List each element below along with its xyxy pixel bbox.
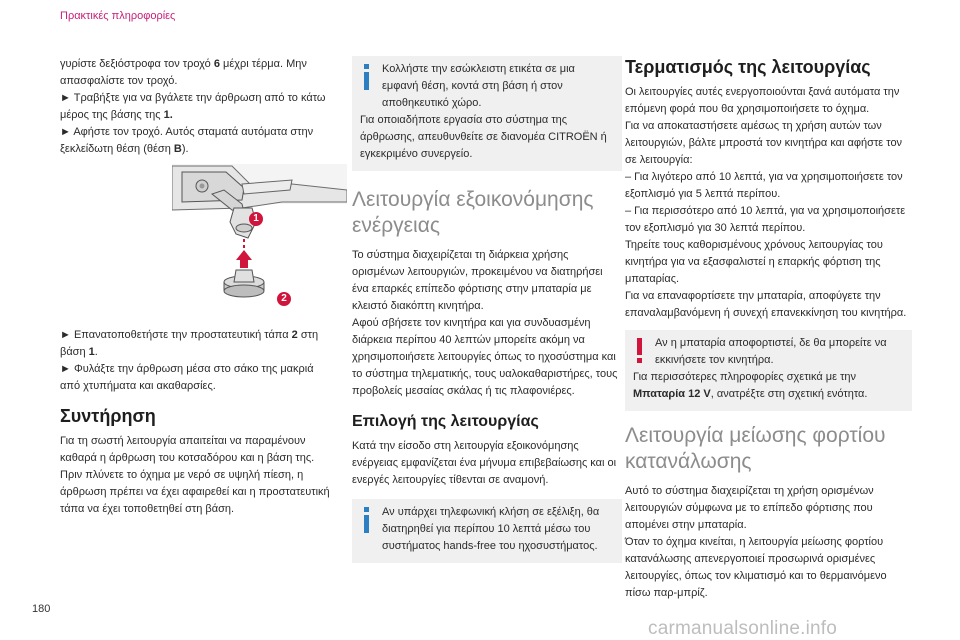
text: ► Τραβήξτε για να βγάλετε την άρθρωση από το κάτω μέρος της βάσης της (60, 92, 326, 121)
column-middle (352, 56, 622, 569)
info-note (352, 499, 622, 563)
bold-ref: 2 (291, 329, 298, 341)
text: ► Αφήστε τον τροχό. Αυτός σταματά αυτόματα στην ξεκλείδωτη θέση (θέση (60, 126, 314, 155)
section-heading-load-reduction: Λειτουργία μείωσης φορτίου κατανάλωσης (625, 424, 886, 473)
column-right (625, 56, 912, 602)
towbar-diagram (172, 164, 347, 317)
note-text: Αν η μπαταρία αποφορτιστεί, δε θα μπορείτε να εκκινήσετε τον κινητήρα. (655, 337, 887, 366)
section-heading-energy-economy: Λειτουργία εξοικονόμησης ενέργειας (352, 188, 594, 237)
text: μέχρι τέρμα. Μην απασφαλίστε τον τροχό. (60, 58, 307, 87)
warning-icon (633, 338, 647, 364)
bold-ref: 1. (163, 109, 173, 121)
text: . (94, 346, 98, 358)
instruction-step (60, 90, 330, 124)
paragraph: Τηρείτε τους καθορισμένους χρόνους λειτουργίας του κινητήρα για να εξασφαλιστεί η επαρκής φόρτιση της μπαταρίας. (625, 239, 883, 285)
instruction-step (60, 327, 330, 361)
marker-2-label: 2 (281, 293, 287, 304)
bold-ref: 1 (88, 346, 95, 358)
text: ► Επανατοποθετήστε την προστατευτική τάπα (60, 329, 292, 341)
page-number: 180 (32, 603, 51, 615)
info-note (352, 56, 622, 171)
paragraph: Όταν το όχημα κινείται, η λειτουργία μείωσης φορτίου κατανάλωσης απενεργοποιεί προσωρινά ορισμένες λειτουργίες, όπως τον κλιματισμό και το θερμαινόμενο πίσω παρ-μπρίζ. (625, 536, 887, 599)
paragraph: Αυτό το σύστημα διαχειρίζεται τη χρήση ορισμένων λειτουργιών σύμφωνα με το επίπεδο φόρτισης που απομένει στην μπαταρία. (625, 485, 874, 531)
note-text: Κολλήστε την εσώκλειστη ετικέτα σε μια εμφανή θέση, κοντά στη βάση ή στον αποθηκευτικό χώρο. (382, 63, 575, 109)
paragraph: Οι λειτουργίες αυτές ενεργοποιούνται ξανά αυτόματα την επόμενη φορά που θα χρησιμοποιήσετε το όχημα. (625, 86, 900, 115)
note-text: Αν υπάρχει τηλεφωνική κλήση σε εξέλιξη, θα διατηρηθεί για περίπου 10 λεπτά μέσω του συστήματος hands-free του ηχοσυστήματος. (382, 506, 600, 552)
text: , ανατρέξτε στη σχετική ενότητα. (710, 388, 868, 400)
column-left (60, 56, 330, 518)
bold-ref: 6 (213, 58, 220, 70)
warning-note (625, 330, 912, 411)
paragraph: Το σύστημα διαχειρίζεται τη διάρκεια χρήσης ορισμένων λειτουργιών, προκειμένου να διατηρήσει ένα επαρκές επίπεδο φόρτισης στην μπαταρία με κλειστό διακόπτη κινητήρα. (352, 249, 603, 312)
paragraph: Πριν πλύνετε το όχημα με νερό σε υψηλή πίεση, η άρθρωση πρέπει να έχει αφαιρεθεί και η προστατευτική τάπα να έχει τοποθετηθεί στη βάση. (60, 469, 330, 515)
paragraph: Κατά την είσοδο στη λειτουργία εξοικονόμησης ενέργειας εμφανίζεται ένα μήνυμα επιβεβαίωσης και οι ενεργές λειτουργίες τίθενται σε αναμονή. (352, 440, 617, 486)
section-heading-mode-selection: Επιλογή της λειτουργίας (352, 413, 539, 430)
paragraph: Αφού σβήσετε τον κινητήρα και για συνδυασμένη διάρκεια περίπου 40 λεπτών μπορείτε ακόμη να χρησιμοποιήσετε λειτουργίες όπως το ηχοσύστημα και το σύστημα τηλεματικής, τους υαλοκαθαριστήρες, τους προβολείς μεσαίας σκάλας ή τις πλαφονιέρες. (352, 317, 618, 397)
towbar-illustration (172, 164, 347, 317)
watermark: carmanualsonline.info (648, 618, 838, 639)
bold-ref: B (173, 143, 182, 155)
paragraph: Για τη σωστή λειτουργία απαιτείται να παραμένουν καθαρά η άρθρωση του κοτσαδόρου και η βάση της. (60, 435, 315, 464)
paragraph: Για να επαναφορτίσετε την μπαταρία, αποφύγετε την επαναλαμβανόμενη ή συνεχή επανεκκίνηση του κινητήρα. (625, 290, 907, 319)
marker-1-label: 1 (253, 213, 259, 224)
section-heading-maintenance: Συντήρηση (60, 406, 156, 426)
info-icon (360, 507, 374, 533)
text: γυρίστε δεξιόστροφα τον τροχό (60, 58, 214, 70)
running-header: Πρακτικές πληροφορίες (60, 10, 176, 22)
note-text (633, 369, 904, 403)
paragraph (60, 56, 330, 90)
text: Για περισσότερες πληροφορίες σχετικά με την (633, 371, 857, 383)
list-item: – Για λιγότερο από 10 λεπτά, για να χρησιμοποιήσετε τον εξοπλισμό για 5 λεπτά περίπου. (625, 171, 903, 200)
text: στη βάση (60, 329, 319, 358)
note-text: Για οποιαδήποτε εργασία στο σύστημα της άρθρωσης, απευθυνθείτε σε διανομέα CITROËN ή εγκεκριμένο συνεργείο. (360, 114, 607, 160)
bold-ref: Μπαταρία 12 V (633, 388, 711, 400)
section-heading-exit-mode: Τερματισμός της λειτουργίας (625, 57, 871, 77)
instruction-step (60, 124, 330, 158)
text: ). (181, 143, 189, 155)
paragraph: Για να αποκαταστήσετε αμέσως τη χρήση αυτών των λειτουργιών, βάλτε μπροστά τον κινητήρα και αφήστε τον σε λειτουργία: (625, 120, 903, 166)
info-icon (360, 64, 374, 90)
instruction-step: ► Φυλάξτε την άρθρωση μέσα στο σάκο της μακριά από χτυπήματα και ακαθαρσίες. (60, 363, 314, 392)
list-item: – Για περισσότερο από 10 λεπτά, για να χρησιμοποιήσετε τον εξοπλισμό για 30 λεπτά περίπου. (625, 205, 906, 234)
